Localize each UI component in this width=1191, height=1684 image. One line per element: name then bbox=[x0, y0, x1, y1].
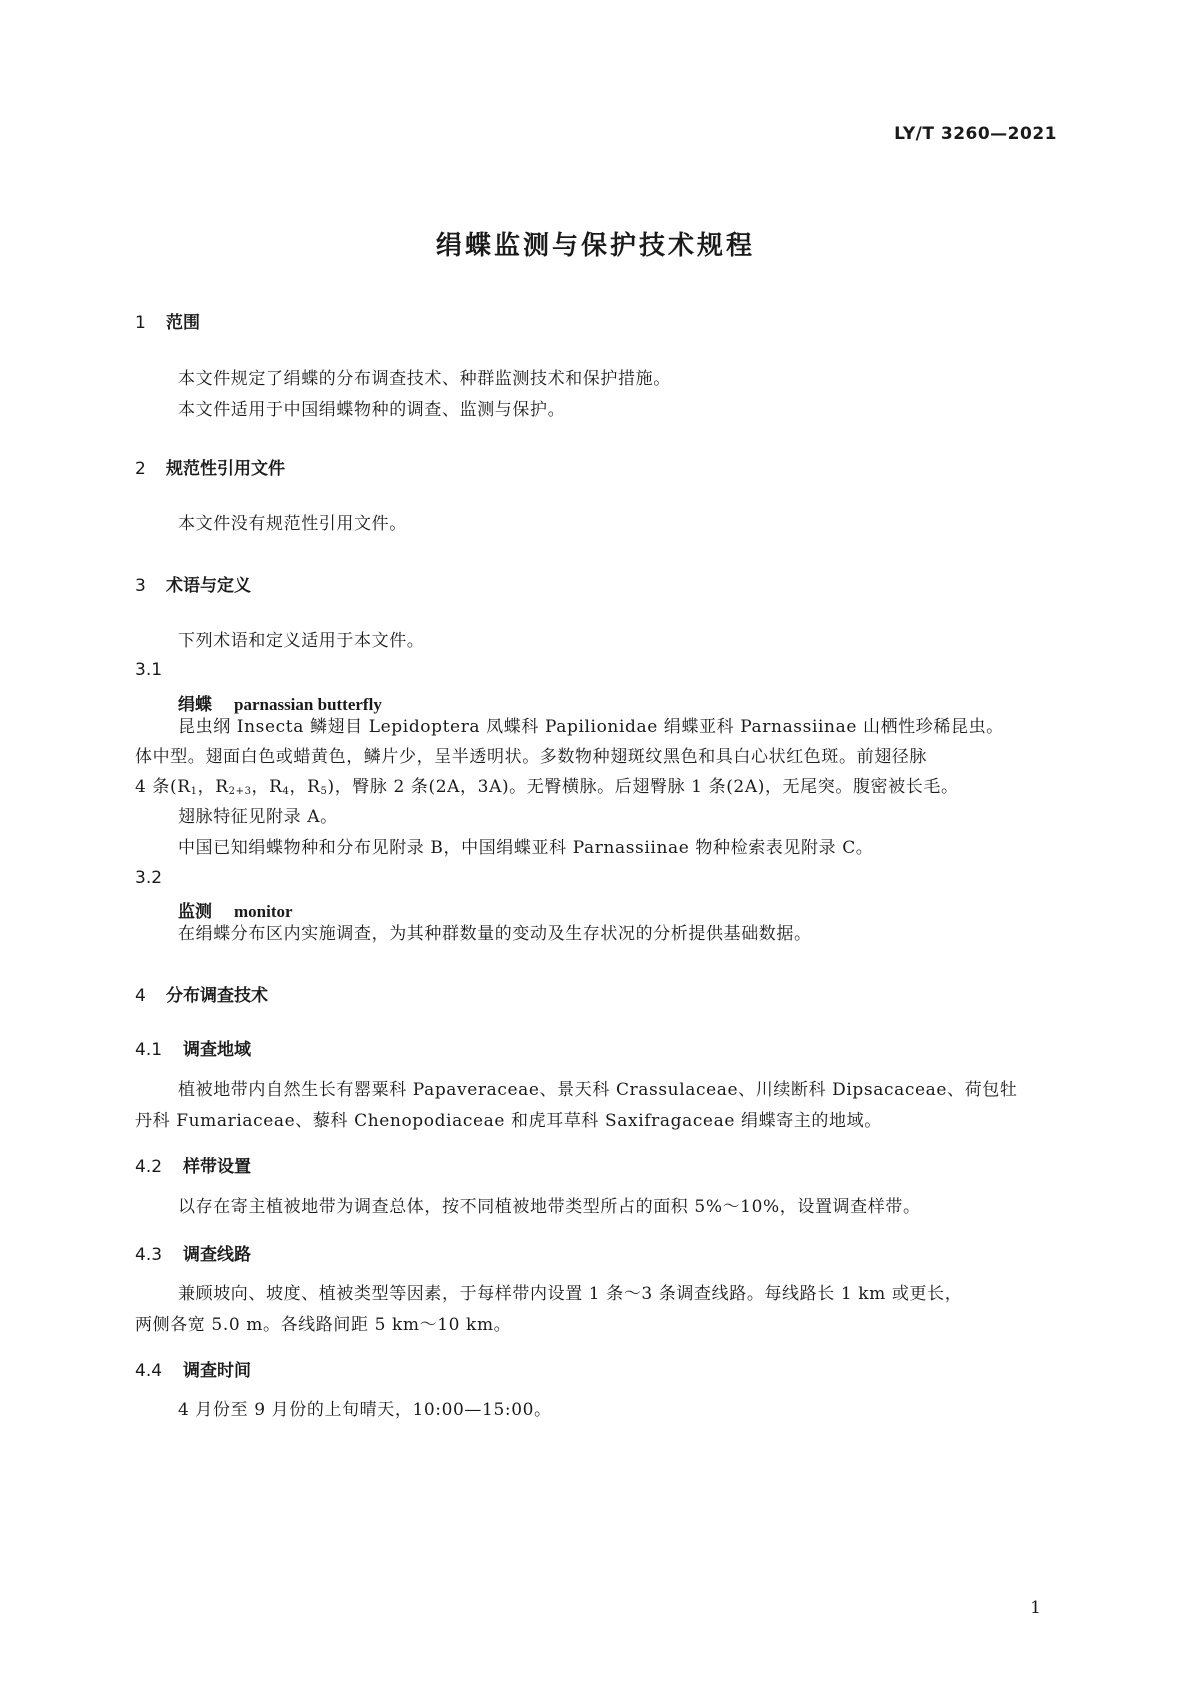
term-en: parnassian butterfly bbox=[234, 695, 382, 714]
document-title: 绢蝶监测与保护技术规程 bbox=[435, 231, 755, 261]
subscript: 2+3 bbox=[228, 786, 252, 797]
text: ，R bbox=[251, 777, 283, 797]
text: )，臀脉 2 条(2A，3A)。无臀横脉。后翅臀脉 1 条(2A)，无尾突。腹密被长毛。 bbox=[327, 777, 959, 797]
section-title: 调查地域 bbox=[183, 1040, 251, 1060]
section-title: 调查时间 bbox=[183, 1361, 251, 1381]
definition-line: 昆虫纲 Insecta 鳞翅目 Lepidoptera 凤蝶科 Papilionidae 绢蝶亚科 Parnassiinae 山栖性珍稀昆虫。 bbox=[178, 717, 1004, 737]
term-number: 3.2 bbox=[135, 868, 163, 888]
section-number: 1 bbox=[135, 313, 146, 333]
subscript: 5 bbox=[320, 786, 328, 797]
text: ，R bbox=[197, 777, 229, 797]
term-en: monitor bbox=[234, 902, 293, 921]
subscript: 4 bbox=[282, 786, 290, 797]
definition-line: 体中型。翅面白色或蜡黄色，鳞片少，呈半透明状。多数物种翅斑纹黑色和具白心状红色斑。前翅径脉 bbox=[135, 747, 927, 767]
section-title: 分布调查技术 bbox=[166, 986, 268, 1006]
section-number: 4.1 bbox=[135, 1040, 163, 1060]
standard-code: LY/T 3260—2021 bbox=[894, 124, 1057, 144]
section-title: 调查线路 bbox=[183, 1245, 251, 1265]
section-title: 规范性引用文件 bbox=[166, 459, 285, 479]
paragraph: 本文件没有规范性引用文件。 bbox=[178, 514, 407, 534]
paragraph-line: 兼顾坡向、坡度、植被类型等因素，于每样带内设置 1 条～3 条调查线路。每线路长 1 km 或更长， bbox=[178, 1284, 963, 1304]
section-3-heading bbox=[135, 571, 251, 596]
subsection-4-3-heading bbox=[135, 1240, 251, 1265]
section-number: 4.4 bbox=[135, 1361, 163, 1381]
section-title: 术语与定义 bbox=[166, 576, 251, 596]
subscript: 1 bbox=[190, 786, 198, 797]
section-title: 范围 bbox=[166, 313, 200, 333]
paragraph-line: 丹科 Fumariaceae、藜科 Chenopodiaceae 和虎耳草科 Saxifragaceae 绢蝶寄主的地域。 bbox=[135, 1111, 882, 1131]
note-line: 翅脉特征见附录 A。 bbox=[178, 807, 338, 827]
section-number: 4.2 bbox=[135, 1157, 163, 1177]
paragraph-line: 两侧各宽 5.0 m。各线路间距 5 km～10 km。 bbox=[135, 1315, 512, 1335]
paragraph-line: 植被地带内自然生长有罂粟科 Papaveraceae、景天科 Crassulaceae、川续断科 Dipsacaceae、荷包牡 bbox=[178, 1080, 1018, 1100]
subsection-4-4-heading bbox=[135, 1356, 251, 1381]
section-number: 4 bbox=[135, 986, 146, 1006]
paragraph: 下列术语和定义适用于本文件。 bbox=[178, 631, 425, 651]
subsection-4-2-heading bbox=[135, 1152, 251, 1177]
paragraph: 以存在寄主植被地带为调查总体，按不同植被地带类型所占的面积 5%～10%，设置调查样带。 bbox=[178, 1197, 921, 1217]
section-4-heading bbox=[135, 981, 268, 1006]
term-zh: 绢蝶 bbox=[178, 695, 212, 715]
section-title: 样带设置 bbox=[183, 1157, 251, 1177]
section-number: 4.3 bbox=[135, 1245, 163, 1265]
page-number: 1 bbox=[1030, 1598, 1041, 1618]
paragraph: 本文件适用于中国绢蝶物种的调查、监测与保护。 bbox=[178, 400, 566, 420]
definition-line: 在绢蝶分布区内实施调查，为其种群数量的变动及生存状况的分析提供基础数据。 bbox=[178, 924, 812, 944]
note-line: 中国已知绢蝶物种和分布见附录 B，中国绢蝶亚科 Parnassiinae 物种检索表见附录 C。 bbox=[178, 838, 874, 858]
section-2-heading bbox=[135, 454, 285, 479]
section-number: 3 bbox=[135, 576, 146, 596]
section-number: 2 bbox=[135, 459, 146, 479]
text: 4 条(R bbox=[135, 777, 191, 797]
text: ，R bbox=[289, 777, 321, 797]
term-number: 3.1 bbox=[135, 660, 163, 680]
paragraph: 本文件规定了绢蝶的分布调查技术、种群监测技术和保护措施。 bbox=[178, 369, 671, 389]
term-zh: 监测 bbox=[178, 902, 212, 922]
section-1-heading bbox=[135, 308, 200, 333]
paragraph: 4 月份至 9 月份的上旬晴天，10:00—15:00。 bbox=[178, 1400, 552, 1420]
subsection-4-1-heading bbox=[135, 1035, 251, 1060]
